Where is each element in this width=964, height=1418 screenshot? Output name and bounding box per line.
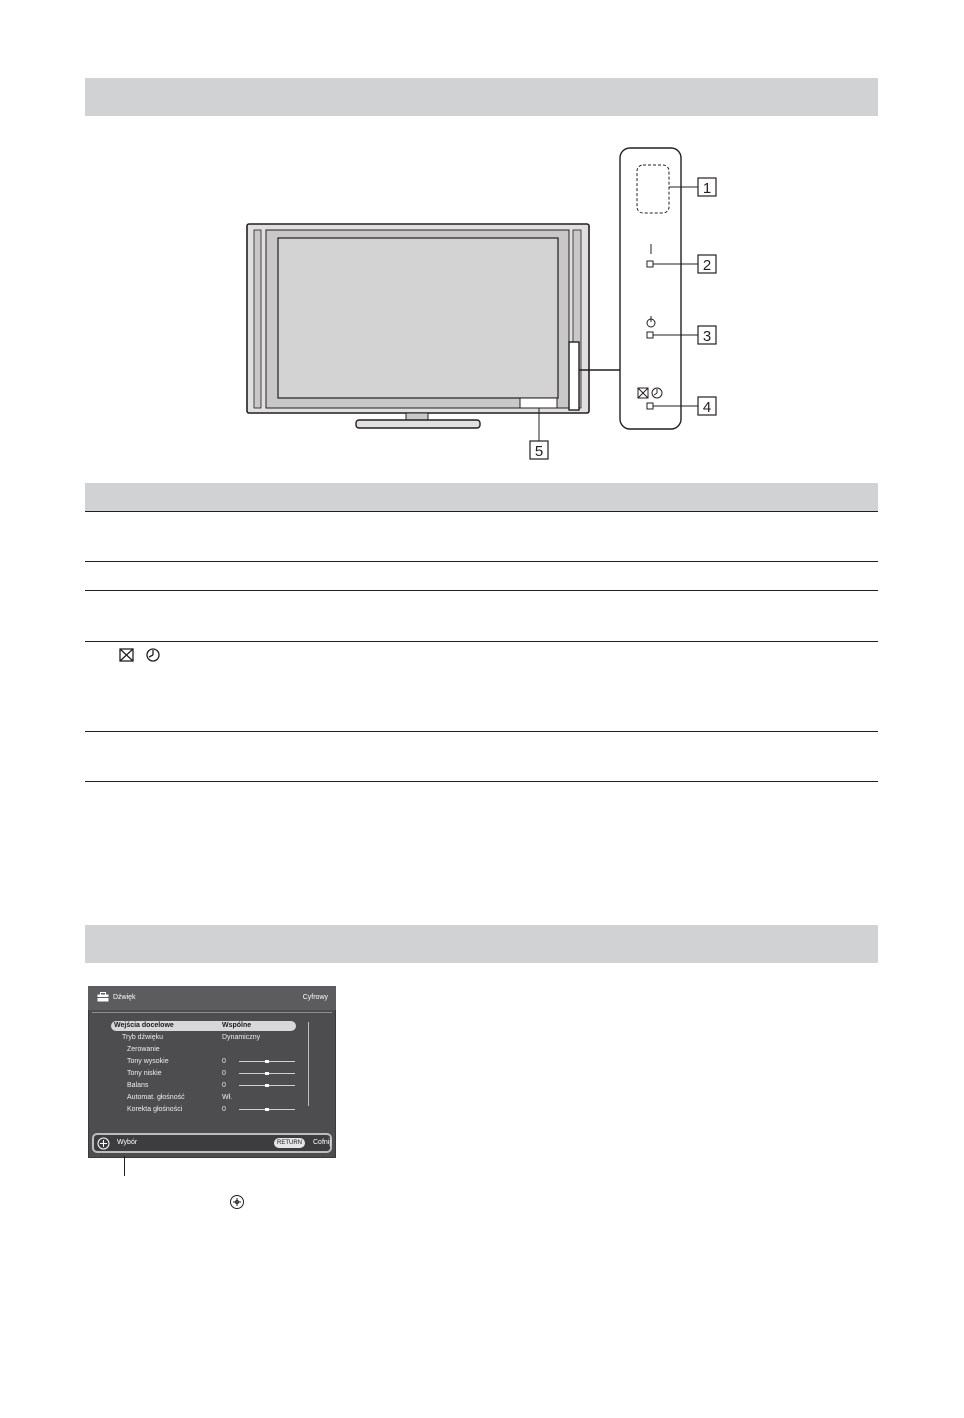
table-rule-2 — [85, 561, 878, 562]
level-slider[interactable] — [239, 1085, 295, 1086]
menu-item-value: 0 — [222, 1082, 226, 1089]
circle-plus-icon — [229, 1194, 245, 1210]
level-slider[interactable] — [239, 1061, 295, 1062]
picture-off-icon — [120, 649, 133, 661]
menu-item-label: Balans — [127, 1082, 149, 1089]
tv-front-panel-diagram — [0, 0, 964, 470]
table-rule-3 — [85, 590, 878, 591]
menu-item[interactable] — [88, 1020, 336, 1031]
menu-item-value: Wspólne — [222, 1022, 252, 1029]
menu-item[interactable] — [88, 1080, 336, 1091]
scrollbar[interactable] — [308, 1022, 309, 1106]
slider-knob[interactable] — [265, 1060, 269, 1063]
callout-3: 3 — [702, 328, 712, 345]
sound-menu-screen — [88, 986, 336, 1158]
footer-leader-line — [124, 1156, 125, 1176]
menu-item-value: 0 — [222, 1058, 226, 1065]
menu-divider — [92, 1012, 332, 1013]
callout-5: 5 — [534, 443, 544, 460]
level-slider[interactable] — [239, 1109, 295, 1110]
callout-1: 1 — [702, 180, 712, 197]
back-label: Cofnij — [313, 1139, 331, 1146]
callout-2: 2 — [702, 257, 712, 274]
tv-illustration — [247, 224, 589, 428]
menu-item[interactable] — [88, 1068, 336, 1079]
menu-item-label: Tryb dźwięku — [122, 1034, 163, 1041]
menu-footer — [92, 1133, 332, 1153]
menu-item[interactable] — [88, 1032, 336, 1043]
menu-item[interactable] — [88, 1044, 336, 1055]
picture-off-timer-symbols — [118, 646, 168, 666]
menu-item-label: Zerowanie — [127, 1046, 160, 1053]
menu-item-label: Tony wysokie — [127, 1058, 169, 1065]
menu-item-value: 0 — [222, 1070, 226, 1077]
menu-item-label: Wejścia docelowe — [114, 1022, 174, 1029]
return-button[interactable]: RETURN — [274, 1138, 305, 1148]
slider-knob[interactable] — [265, 1072, 269, 1075]
control-panel-zoom — [620, 148, 681, 429]
menu-title: Dźwięk — [113, 994, 136, 1001]
table-header — [85, 483, 878, 511]
slider-knob[interactable] — [265, 1108, 269, 1111]
menu-item-label: Tony niskie — [127, 1070, 162, 1077]
slider-knob[interactable] — [265, 1084, 269, 1087]
menu-mode: Cyfrowy — [302, 994, 328, 1001]
menu-item-value: 0 — [222, 1106, 226, 1113]
menu-item[interactable] — [88, 1092, 336, 1103]
toolbox-icon — [97, 992, 109, 1002]
table-rule-5 — [85, 731, 878, 732]
menu-item[interactable] — [88, 1056, 336, 1067]
menu-item-value: Dynamiczny — [222, 1034, 261, 1041]
select-label: Wybór — [117, 1139, 138, 1146]
menu-item-value: Wł. — [222, 1094, 233, 1101]
level-slider[interactable] — [239, 1073, 295, 1074]
table-rule-4 — [85, 641, 878, 642]
menu-item[interactable] — [88, 1104, 336, 1115]
table-rule-1 — [85, 511, 878, 512]
timer-icon — [147, 649, 159, 661]
circle-plus-icon — [97, 1137, 110, 1150]
table-rule-6 — [85, 781, 878, 782]
section-header-bar-bottom — [85, 925, 878, 963]
menu-item-label: Automat. głośność — [127, 1094, 185, 1101]
callout-4: 4 — [702, 399, 712, 416]
menu-item-label: Korekta głośności — [127, 1106, 183, 1113]
